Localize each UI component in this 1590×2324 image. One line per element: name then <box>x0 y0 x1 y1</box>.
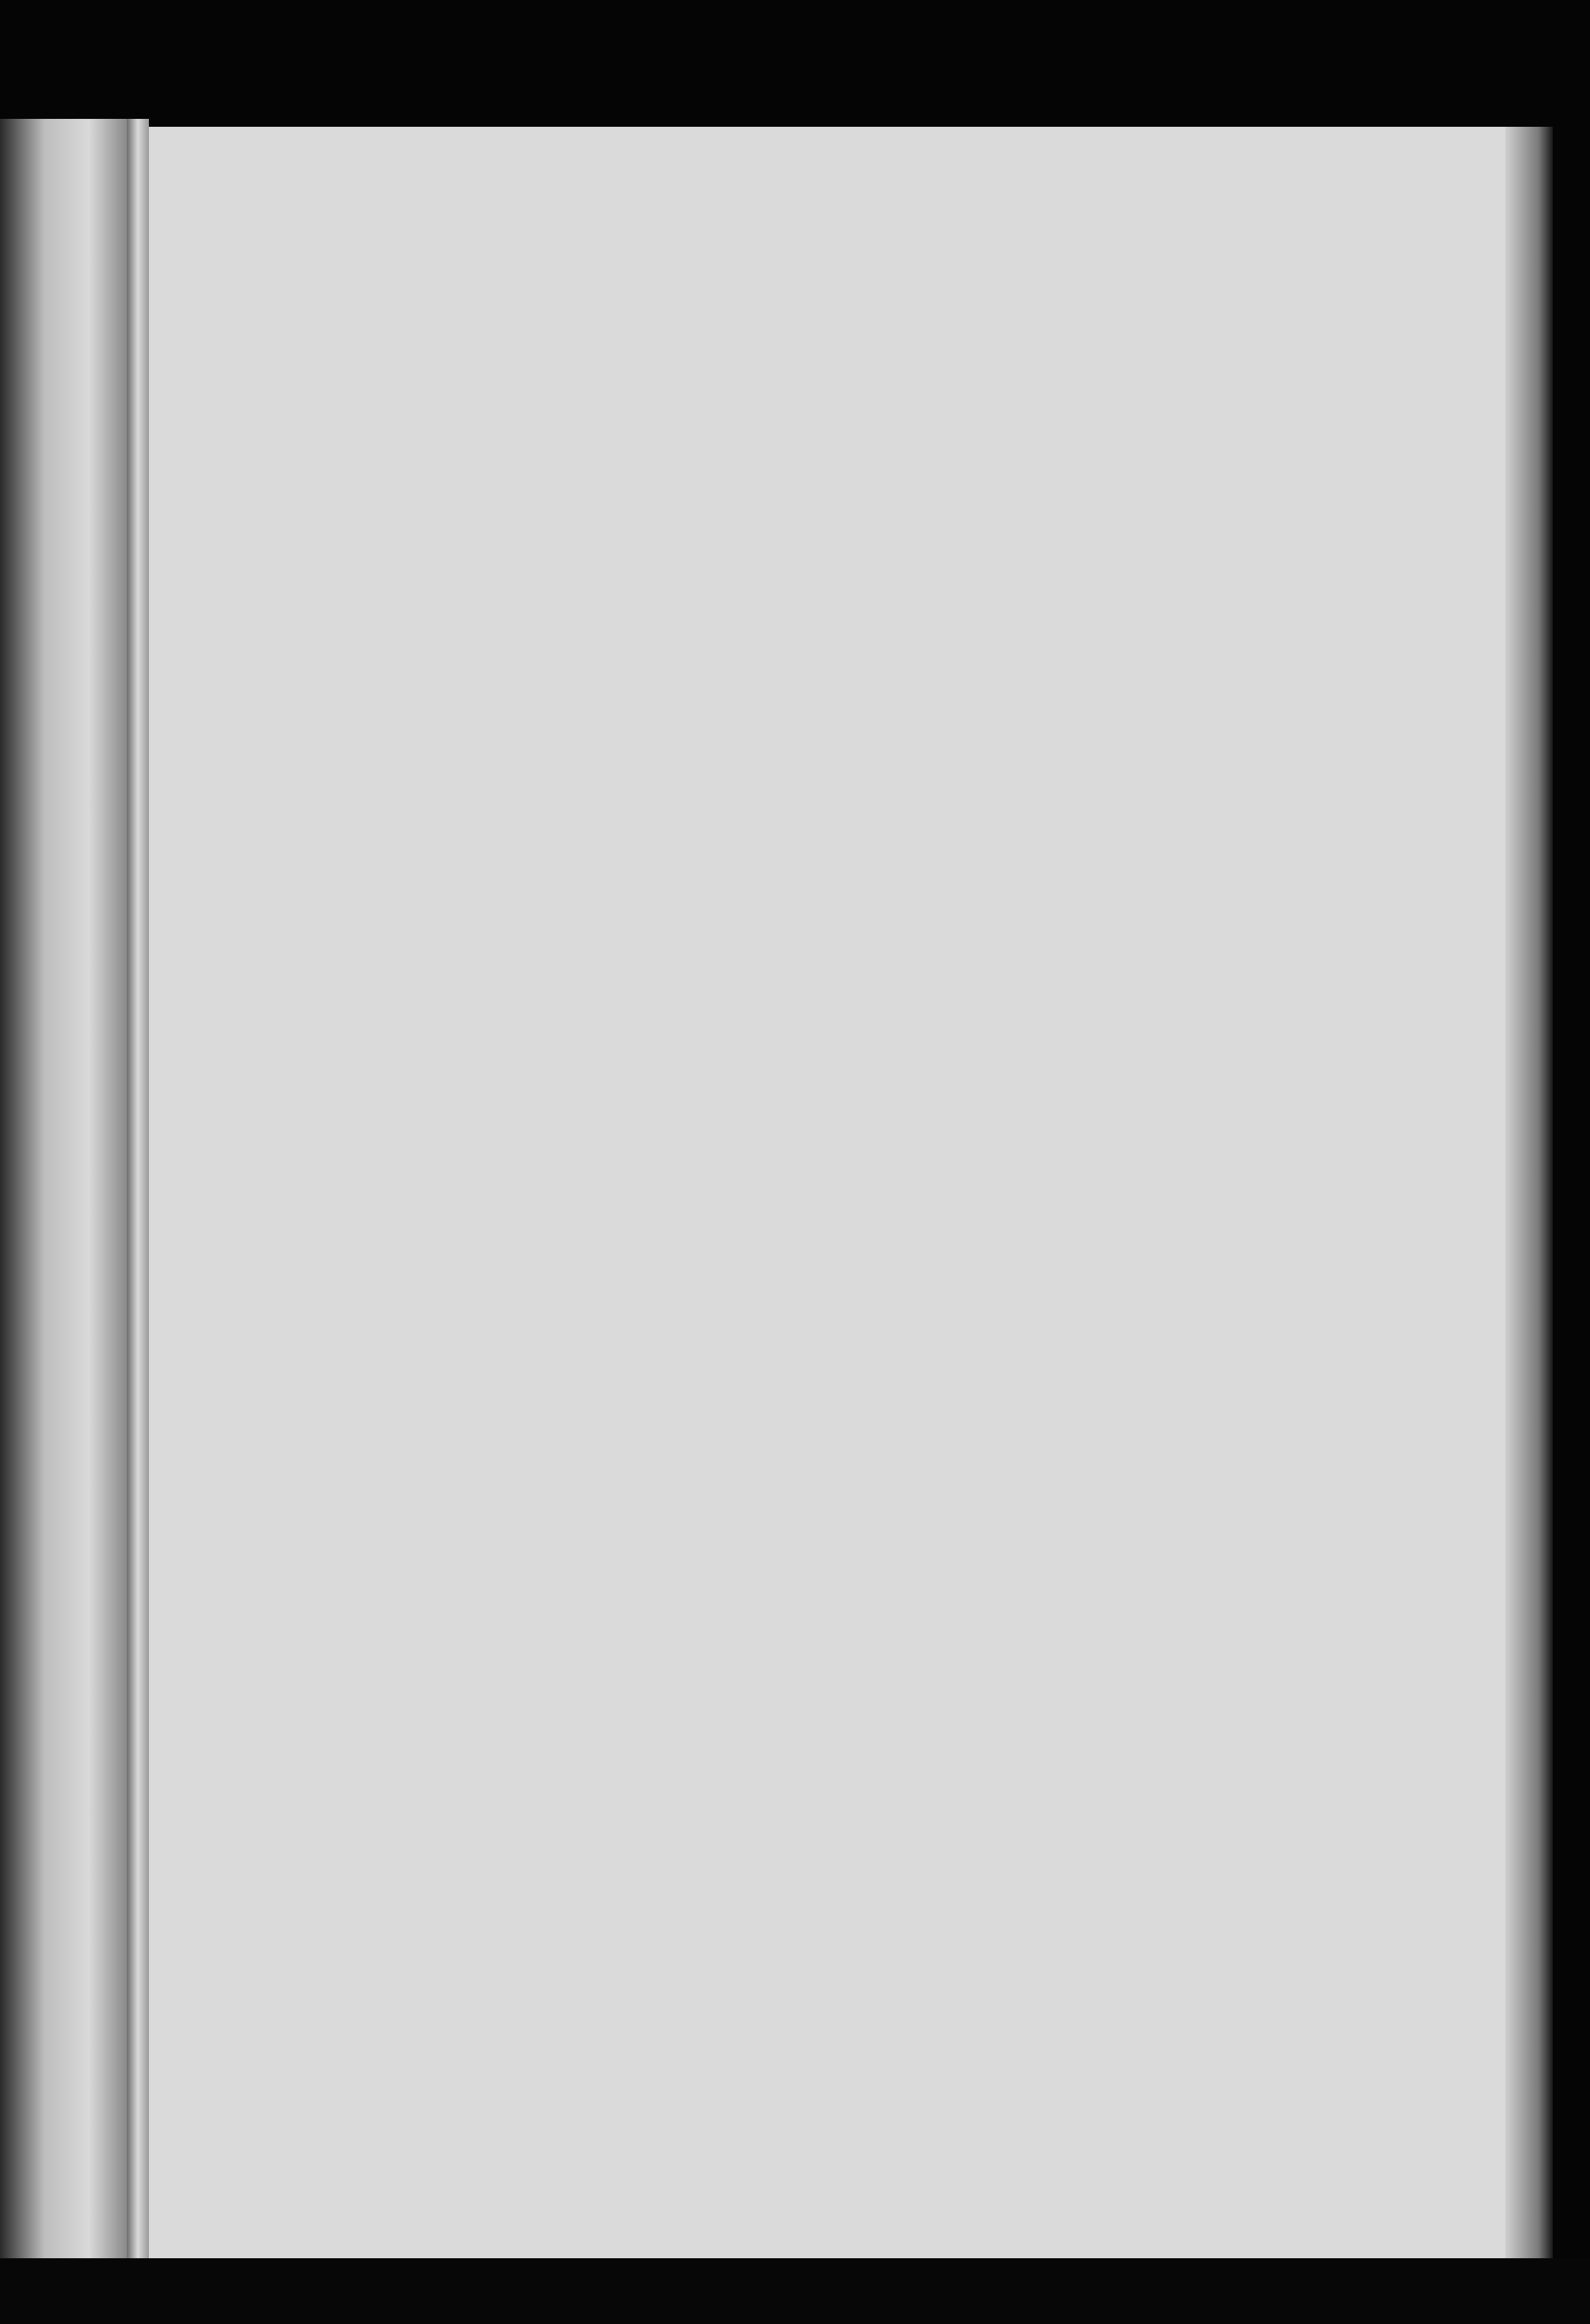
page-right-edge <box>1505 127 1553 2258</box>
page <box>149 127 1527 2258</box>
left-page-edge <box>0 119 127 2258</box>
book-spine <box>127 119 149 2258</box>
bottom-shadow <box>0 2258 1590 2324</box>
